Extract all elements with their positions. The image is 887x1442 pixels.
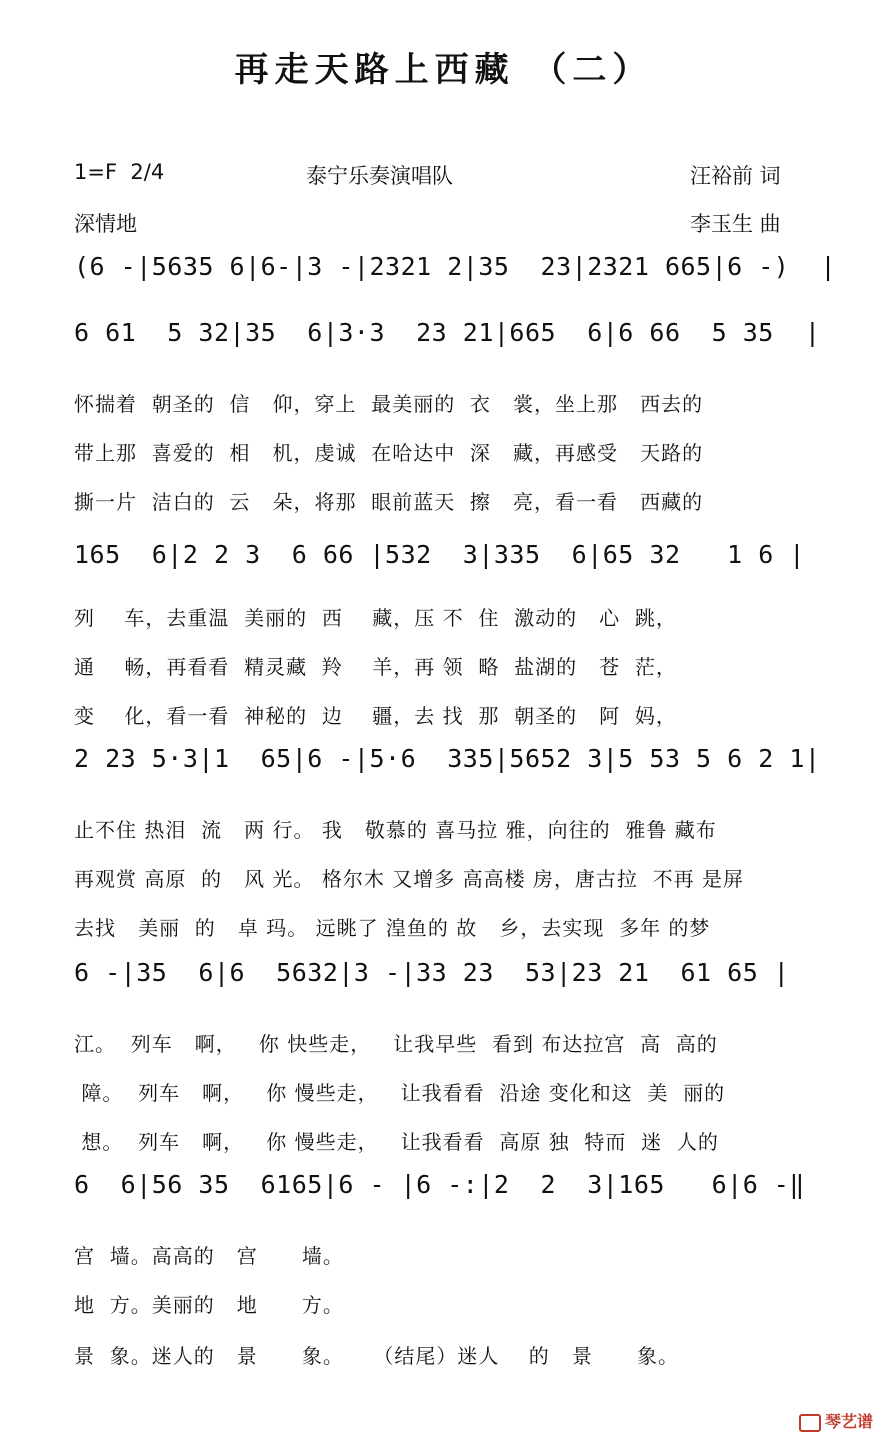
lyric-3-verse-3: 变 化，看一看 神秘的 边 疆，去 找 那 朝圣的 阿 妈，	[74, 704, 677, 728]
lyric-2-verse-1: 怀揣着 朝圣的 信 仰，穿上 最美丽的 衣 裳，坐上那 西去的	[74, 392, 704, 416]
song-title: 再走天路上西藏 （二）	[234, 50, 653, 90]
lyricist-credit: 汪裕前 词	[690, 164, 781, 188]
lyric-5-verse-1: 江。 列车 啊， 你 快些走， 让我早些 看到 布达拉宫 高 高的	[74, 1032, 718, 1056]
notation-line-4: 2 23 5·3|1 65|6 -|5·6 335|5652 3|5 53 5 6 2 1|	[74, 744, 821, 773]
lyric-6-verse-3: 景 象。迷人的 景 象。 （结尾）迷人 的 景 象。	[74, 1344, 680, 1368]
lyric-5-verse-3: 想。 列车 啊， 你 慢些走， 让我看看 高原 独 特而 迷 人的	[74, 1130, 719, 1154]
lyric-6-verse-1: 宫 墙。高高的 宫 墙。	[74, 1244, 344, 1268]
notation-line-1: (6 -|5635 6|6-|3 -|2321 2|35 23|2321 665|6 -) |	[74, 252, 837, 281]
expression-marking: 深情地	[74, 212, 137, 236]
lyric-2-verse-2: 带上那 喜爱的 相 机，虔诚 在哈达中 深 藏，再感受 天路的	[74, 441, 704, 465]
composer-credit: 李玉生 曲	[690, 212, 781, 236]
lyric-4-verse-2: 再观赏 高原 的 风 光。 格尔木 又增多 高高楼 房，唐古拉 不再 是屏	[74, 867, 745, 891]
lyric-5-verse-2: 障。 列车 啊， 你 慢些走， 让我看看 沿途 变化和这 美 丽的	[74, 1081, 726, 1105]
lyric-6-verse-2: 地 方。美丽的 地 方。	[74, 1293, 344, 1317]
lyric-4-verse-1: 止不住 热泪 流 两 行。 我 敬慕的 喜马拉 雅，向往的 雅鲁 藏布	[74, 818, 717, 842]
lyric-3-verse-1: 列 车，去重温 美丽的 西 藏，压 不 住 激动的 心 跳，	[74, 606, 677, 630]
notation-line-2: 6 61 5 32|35 6|3·3 23 21|665 6|6 66 5 35 |	[74, 318, 821, 347]
notation-line-6: 6 6|56 35 6165|6 - |6 -:|2 2 3|165 6|6 -‖	[74, 1170, 805, 1199]
key-time-signature: 1=F 2/4	[74, 160, 165, 184]
notation-line-5: 6 -|35 6|6 5632|3 -|33 23 53|23 21 61 65 |	[74, 958, 790, 987]
watermark-text: 琴艺谱	[824, 1412, 873, 1431]
performer: 泰宁乐奏演唱队	[306, 164, 453, 188]
lyric-3-verse-2: 通 畅，再看看 精灵藏 羚 羊，再 领 略 盐湖的 苍 茫，	[74, 655, 677, 679]
watermark-logo	[788, 1390, 873, 1432]
notation-line-3: 165 6|2 2 3 6 66 |532 3|335 6|65 32 1 6 |	[74, 540, 805, 569]
lyric-4-verse-3: 去找 美丽 的 卓 玛。 远眺了 湟鱼的 故 乡，去实现 多年 的梦	[74, 916, 711, 940]
lyric-2-verse-3: 撕一片 洁白的 云 朵，将那 眼前蓝天 擦 亮，看一看 西藏的	[74, 490, 704, 514]
watermark-icon	[799, 1414, 821, 1432]
